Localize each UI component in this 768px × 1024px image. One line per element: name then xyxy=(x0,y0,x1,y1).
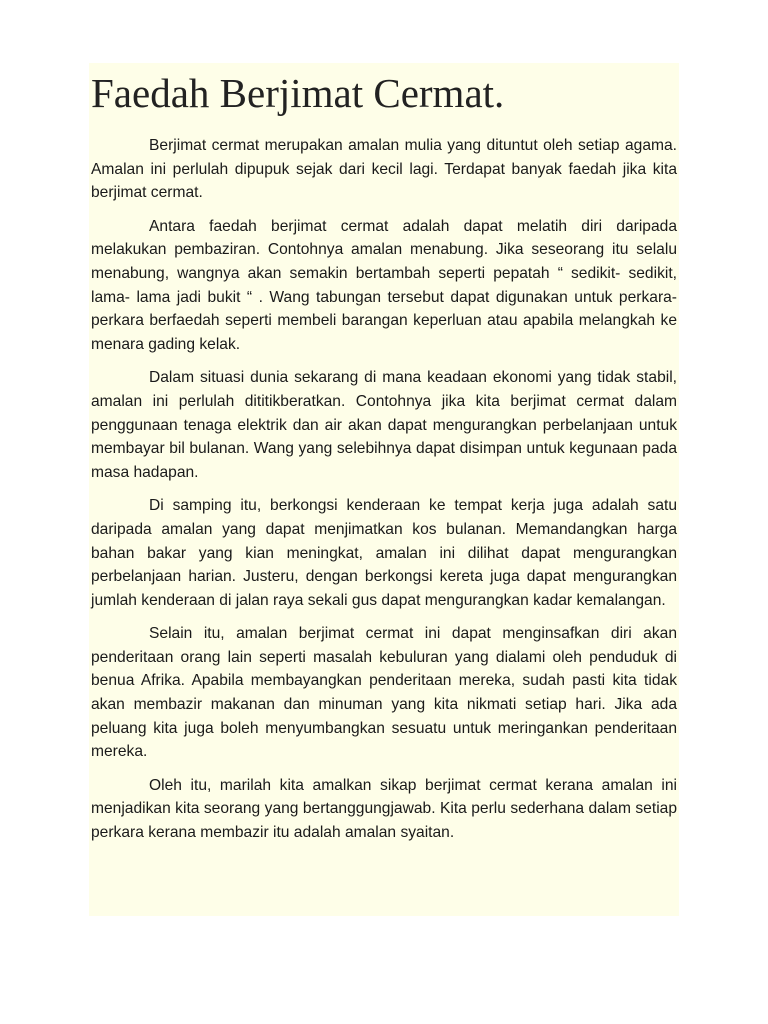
paragraph-2: Antara faedah berjimat cermat adalah dapat melatih diri daripada melakukan pembaziran. Contohnya amalan menabung. Jika seseorang itu selalu menabung, wangnya akan semakin bertambah seperti pepatah “ sedikit- sedikit, lama- lama jadi bukit “ . Wang tabungan tersebut dapat digunakan untuk perkara- perkara berfaedah seperti membeli barangan keperluan atau apabila melangkah ke menara gading kelak. xyxy=(91,217,677,353)
paragraph-3: Dalam situasi dunia sekarang di mana keadaan ekonomi yang tidak stabil, amalan ini perlulah dititikberatkan. Contohnya jika kita berjimat cermat dalam penggunaan tenaga elektrik dan air akan dapat mengurangkan perbelanjaan untuk membayar bil bulanan. Wang yang selebihnya dapat disimpan untuk kegunaan pada masa hadapan. xyxy=(91,369,677,481)
document-title: Faedah Berjimat Cermat. xyxy=(91,70,505,116)
paragraph-4: Di samping itu, berkongsi kenderaan ke tempat kerja juga adalah satu daripada amalan yang dapat menjimatkan kos bulanan. Memandangkan harga bahan bakar yang kian meningkat, amalan ini dilihat dapat mengurangkan perbelanjaan harian. Justeru, dengan berkongsi kereta juga dapat mengurangkan jumlah kenderaan di jalan raya sekali gus dapat mengurangkan kadar kemalangan. xyxy=(91,497,677,609)
paragraph-5: Selain itu, amalan berjimat cermat ini dapat menginsafkan diri akan penderitaan orang lain seperti masalah kebuluran yang dialami oleh penduduk di benua Afrika. Apabila membayangkan penderitaan mereka, sudah pasti kita tidak akan membazir makanan dan minuman yang kita nikmati setiap hari. Jika ada peluang kita juga boleh menyumbangkan sesuatu untuk meringankan penderitaan mereka. xyxy=(91,625,677,761)
paragraph-1: Berjimat cermat merupakan amalan mulia yang dituntut oleh setiap agama. Amalan ini perlulah dipupuk sejak dari kecil lagi. Terdapat banyak faedah jika kita berjimat cermat. xyxy=(91,137,677,202)
document-body xyxy=(89,63,679,916)
paragraph-6: Oleh itu, marilah kita amalkan sikap berjimat cermat kerana amalan ini menjadikan kita seorang yang bertanggungjawab. Kita perlu sederhana dalam setiap perkara kerana membazir itu adalah amalan syaitan. xyxy=(91,776,677,842)
